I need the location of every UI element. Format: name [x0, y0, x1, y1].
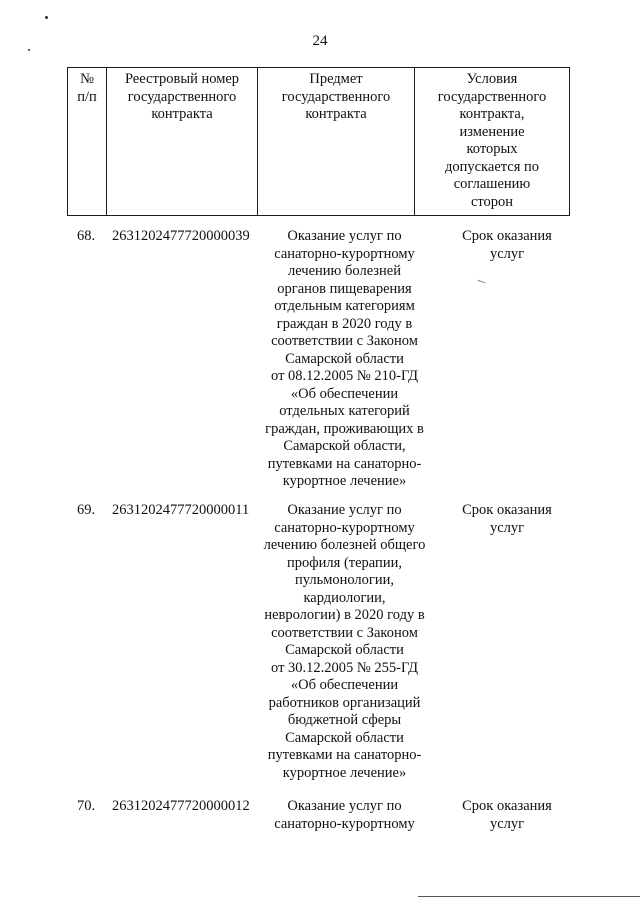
scan-speck — [477, 280, 486, 286]
row-number: 69. — [77, 502, 96, 518]
registry-number: 2631202477720000011 — [112, 502, 250, 518]
subject-line: пульмонологии, — [294, 572, 395, 588]
contract-condition — [432, 228, 582, 263]
condition-line: услуг — [489, 245, 525, 262]
condition-line: Срок оказания — [462, 798, 552, 814]
header-registry-column — [107, 68, 258, 216]
header-text: контракта — [305, 106, 367, 122]
subject-line: лечению болезней общего — [263, 537, 426, 553]
subject-line: соответствии с Законом — [271, 624, 418, 641]
registry-number: 2631202477720000039 — [112, 228, 250, 244]
subject-line: санаторно-курортному — [274, 519, 415, 536]
page-number: 24 — [312, 33, 328, 49]
subject-line: курортное лечение» — [282, 764, 407, 781]
registry-number: 2631202477720000012 — [112, 798, 250, 814]
subject-line: отдельных категорий — [279, 403, 410, 419]
subject-line: отдельным категориям — [274, 298, 415, 314]
contract-condition — [432, 502, 582, 537]
subject-line: санаторно-курортному — [274, 815, 415, 832]
subject-line: Оказание услуг по — [287, 798, 402, 814]
table-header — [67, 67, 570, 216]
header-text: соглашению — [453, 176, 531, 192]
contract-subject — [262, 798, 427, 833]
subject-line: Самарской области — [285, 642, 404, 658]
subject-line: от 30.12.2005 № 255-ГД — [271, 659, 418, 676]
subject-line: санаторно-курортному — [274, 245, 415, 262]
row-number: 68. — [77, 228, 96, 244]
header-subject-column — [258, 68, 415, 216]
subject-line: органов пищеварения — [277, 280, 412, 297]
header-text: которых — [466, 141, 518, 157]
header-text: Предмет — [309, 71, 363, 87]
subject-line: путевками на санаторно- — [267, 455, 422, 472]
subject-line: кардиологии, — [303, 589, 386, 606]
subject-line: Самарской области — [285, 350, 404, 367]
header-text: Реестровый номер — [124, 71, 240, 87]
subject-line: Оказание услуг по — [287, 502, 402, 518]
header-text: Условия — [466, 71, 518, 87]
subject-line: лечению болезней — [288, 263, 401, 279]
row-number: 70. — [77, 798, 96, 814]
subject-line: неврологии) в 2020 году в — [264, 607, 425, 623]
condition-line: услуг — [489, 815, 525, 832]
condition-line: Срок оказания — [462, 502, 552, 518]
header-text: государственного — [281, 88, 391, 105]
header-text: № — [80, 71, 94, 87]
subject-line: соответствии с Законом — [271, 333, 418, 349]
header-text: допускается по — [444, 158, 540, 175]
subject-line: путевками на санаторно- — [267, 747, 422, 763]
header-text: государственного — [437, 88, 547, 105]
subject-line: граждан, проживающих в — [265, 420, 424, 437]
header-number-column — [68, 68, 107, 216]
subject-line: профиля (терапии, — [287, 554, 402, 571]
subject-line: «Об обеспечении — [290, 677, 399, 693]
header-conditions-column — [415, 68, 570, 216]
condition-line: Срок оказания — [462, 228, 552, 244]
subject-line: Самарской области, — [283, 438, 406, 454]
header-text: контракта, — [459, 106, 525, 122]
contract-subject — [262, 228, 427, 491]
header-text: контракта — [151, 106, 213, 122]
subject-line: работников организаций — [268, 694, 421, 711]
header-text: п/п — [77, 88, 97, 105]
header-text: государственного — [127, 88, 237, 105]
scan-edge-line — [418, 896, 640, 897]
contract-condition — [432, 798, 582, 833]
subject-line: Самарской области — [285, 729, 404, 746]
subject-line: курортное лечение» — [282, 473, 407, 489]
subject-line: от 08.12.2005 № 210-ГД — [271, 368, 418, 384]
condition-line: услуг — [489, 519, 525, 536]
contract-subject — [262, 502, 427, 782]
subject-line: «Об обеспечении — [290, 385, 399, 402]
subject-line: граждан в 2020 году в — [276, 315, 413, 332]
header-text: изменение — [459, 123, 525, 140]
scan-mark — [45, 16, 48, 19]
subject-line: Оказание услуг по — [287, 228, 402, 244]
header-text: сторон — [470, 193, 514, 210]
subject-line: бюджетной сферы — [287, 712, 402, 728]
